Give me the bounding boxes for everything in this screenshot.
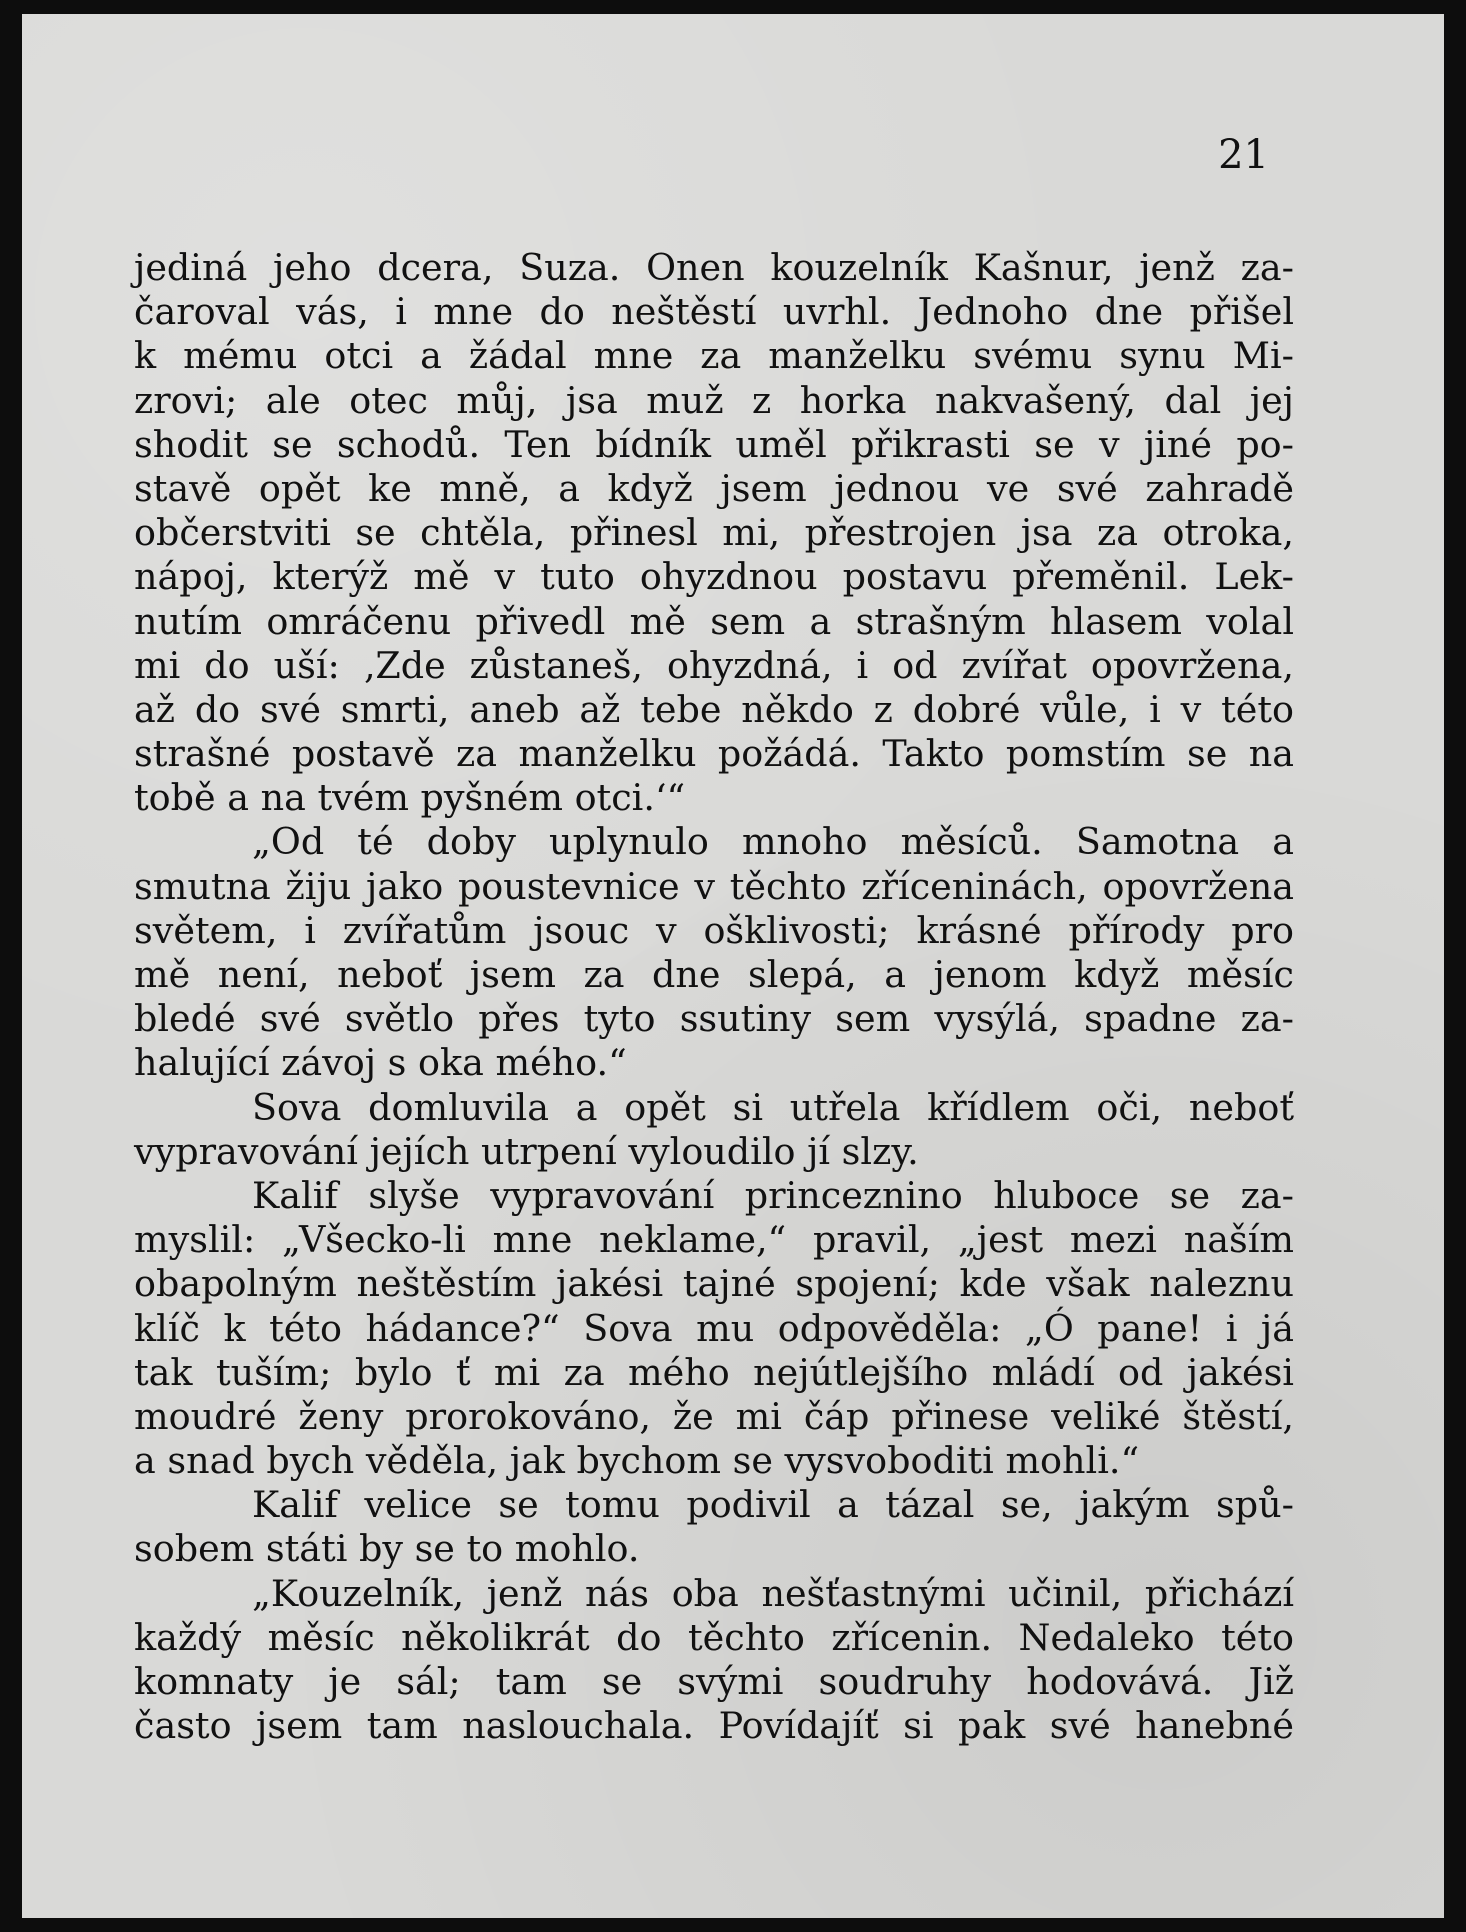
page-number: 21	[1218, 132, 1269, 178]
text-line: smutna žiju jako poustevnice v těchto zříceninách, opovržena	[134, 864, 1294, 908]
text-line: „Od té doby uplynulo mnoho měsíců. Samotna a	[252, 820, 1294, 864]
text-line: k mému otci a žádal mne za manželku svému synu Mi-	[134, 334, 1294, 378]
text-line: nutím omráčenu přivedl mě sem a strašným hlasem volal	[134, 599, 1294, 643]
text-line: Sova domluvila a opět si utřela křídlem oči, neboť	[252, 1085, 1294, 1129]
text-line: občerstviti se chtěla, přinesl mi, přestrojen jsa za otroka,	[134, 511, 1294, 555]
text-line: a snad bych věděla, jak bychom se vysvoboditi mohli.“	[134, 1439, 1140, 1483]
text-line: Kalif slyše vypravování princeznino hluboce se za-	[252, 1173, 1294, 1217]
text-line: až do své smrti, aneb až tebe někdo z dobré vůle, i v této	[134, 687, 1294, 731]
text-line: halující závoj s oka mého.“	[134, 1041, 627, 1085]
text-line: myslil: „Všecko-li mne neklame,“ pravil, „jest mezi naším	[134, 1218, 1294, 1262]
text-line: nápoj, kterýž mě v tuto ohyzdnou postavu přeměnil. Lek-	[134, 555, 1294, 599]
text-line: stavě opět ke mně, a když jsem jednou ve své zahradě	[134, 466, 1294, 510]
text-line: často jsem tam naslouchala. Povídajíť si pak své hanebné	[134, 1704, 1294, 1748]
text-line: „Kouzelník, jenž nás oba nešťastnými učinil, přichází	[252, 1571, 1294, 1615]
text-line: světem, i zvířatům jsouc v ošklivosti; krásné přírody pro	[134, 908, 1294, 952]
text-line: mě není, neboť jsem za dne slepá, a jenom když měsíc	[134, 953, 1294, 996]
body-text	[134, 246, 1294, 1748]
text-line: každý měsíc několikrát do těchto zřícenin. Nedaleko této	[134, 1615, 1294, 1659]
text-line: mi do uší: ‚Zde zůstaneš, ohyzdná, i od zvířat opovržena,	[134, 643, 1294, 687]
book-page	[22, 14, 1444, 1918]
text-line: komnaty je sál; tam se svými soudruhy hodovává. Již	[134, 1660, 1294, 1703]
text-line: bledé své světlo přes tyto ssutiny sem vysýlá, spadne za-	[134, 997, 1294, 1041]
text-line: sobem státi by se to mohlo.	[134, 1527, 640, 1571]
text-line: tak tuším; bylo ť mi za mého nejútlejšího mládí od jakési	[134, 1350, 1294, 1394]
text-line: shodit se schodů. Ten bídník uměl přikrasti se v jiné po-	[134, 422, 1294, 466]
text-line: moudré ženy prorokováno, že mi čáp přinese veliké štěstí,	[134, 1394, 1294, 1438]
text-line: obapolným neštěstím jakési tajné spojení; kde však naleznu	[134, 1262, 1294, 1306]
text-line: klíč k této hádance?“ Sova mu odpověděla: „Ó pane! i já	[134, 1306, 1294, 1350]
text-line: vypravování jejích utrpení vyloudilo jí slzy.	[134, 1129, 919, 1173]
text-line: jediná jeho dcera, Suza. Onen kouzelník Kašnur, jenž za-	[134, 246, 1294, 289]
text-line: tobě a na tvém pyšném otci.‘“	[134, 776, 686, 820]
text-line: strašné postavě za manželku požádá. Takto pomstím se na	[134, 732, 1294, 776]
text-line: Kalif velice se tomu podivil a tázal se, jakým spů-	[252, 1483, 1294, 1527]
text-line: čaroval vás, i mne do neštěstí uvrhl. Jednoho dne přišel	[134, 290, 1294, 334]
text-line: zrovi; ale otec můj, jsa muž z horka nakvašený, dal jej	[134, 378, 1294, 422]
